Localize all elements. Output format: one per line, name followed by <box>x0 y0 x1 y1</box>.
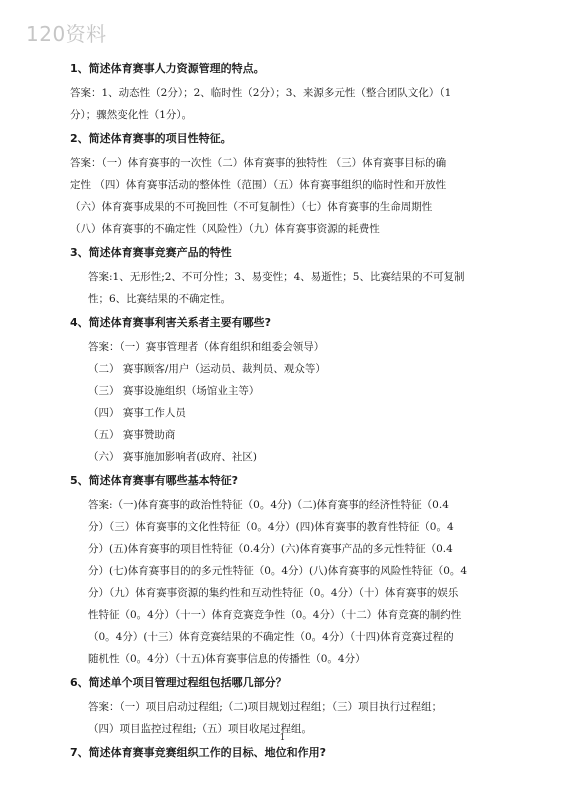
watermark: 120资料 <box>26 22 107 46</box>
question-2: 2、简述体育赛事的项目性特征。 <box>70 132 232 145</box>
list-item: （三） 赛事设施组织（场馆业主等） <box>88 385 260 397</box>
answer-line: 性；6、比赛结果的不确定性。 <box>88 293 232 305</box>
document-body <box>70 61 516 766</box>
answer-line: 答案:（一)体育赛事的政治性特征（0。4分)（二)体育赛事的经济性特征（0.4 <box>88 499 449 511</box>
answer-line: 分）；骤然变化性（1分）。 <box>70 109 193 121</box>
answer-line: 分）(五)体育赛事的项目性特征（0.4分）(六)体育赛事产品的多元性特征（0.4 <box>88 543 453 555</box>
answer-3 <box>70 266 516 310</box>
answer-line: 分）（九）体育赛事资源的集约性和互动性特征（0。4分）（十）体育赛事的娱乐 <box>88 587 459 599</box>
answer-line: 答案：（一）项目启动过程组;（二)项目规划过程组；（三）项目执行过程组； <box>88 701 443 713</box>
answer-line: 随机性（0。4分）（十五)体育赛事信息的传播性（0。4分） <box>88 653 366 665</box>
answer-line: （八）体育赛事的不确定性（风险性）（九）体育赛事资源的耗费性 <box>70 223 380 235</box>
question-7: 7、简述体育赛事竞赛组织工作的目标、地位和作用? <box>70 746 327 759</box>
answer-1 <box>70 82 516 126</box>
question-4: 4、简述体育赛事利害关系者主要有哪些? <box>70 316 272 329</box>
page-number: 1 <box>279 733 286 743</box>
answer-line: （六）体育赛事成果的不可挽回性（不可复制性）（七）体育赛事的生命周期性 <box>70 201 433 213</box>
list-item: （四） 赛事工作人员 <box>88 407 186 419</box>
question-1: 1、简述体育赛事人力资源管理的特点。 <box>70 62 265 75</box>
list-item: （六） 赛事施加影响者(政府、社区) <box>88 451 258 463</box>
question-6: 6、简述单个项目管理过程组包括哪几部分？ <box>70 676 287 689</box>
answer-line: 答案：（一）体育赛事的一次性（二）体育赛事的独特性 （三）体育赛事目标的确 <box>70 157 447 169</box>
answer-line: 答案：1、动态性（2分）；2、临时性（2分）；3、来源多元性（整合团队文化）（1 <box>70 87 452 99</box>
answer-line: （0。4分）(十三）体育竞赛结果的不确定性（0。4分）（十四)体育竞赛过程的 <box>88 631 454 643</box>
question-3: 3、简述体育赛事竞赛产品的特性 <box>70 246 232 259</box>
answer-line: 定性 （四）体育赛事活动的整体性（范围）（五）体育赛事组织的临时性和开放性 <box>70 179 447 191</box>
answer-line: 分）(七)体育赛事目的的多元性特征（0。4分）(八)体育赛事的风险性特征（0。4 <box>88 565 468 577</box>
list-item: （五） 赛事赞助商 <box>88 429 176 441</box>
list-item: （二） 赛事顾客/用户（运动员、裁判员、观众等） <box>88 363 326 375</box>
answer-2 <box>70 152 516 240</box>
answer-4 <box>70 336 516 468</box>
answer-line: （四）项目监控过程组;（五）项目收尾过程组。 <box>88 723 313 735</box>
answer-5 <box>70 494 516 670</box>
question-5: 5、简述体育赛事有哪些基本特征? <box>70 474 239 487</box>
answer-line: 性特征（0。4分）（十一）体育竞赛竞争性（0。4分）（十二）体育竞赛的制约性 <box>88 609 462 621</box>
answer-line: 答案：（一）赛事管理者（体育组织和组委会领导） <box>88 341 325 353</box>
answer-line: 分）（三）体育赛事的文化性特征（0。4分）(四)体育赛事的教育性特征（0。4 <box>88 521 454 533</box>
answer-line: 答案:1、无形性;2、不可分性；3、易变性；4、易逝性；5、比赛结果的不可复制 <box>88 271 465 283</box>
